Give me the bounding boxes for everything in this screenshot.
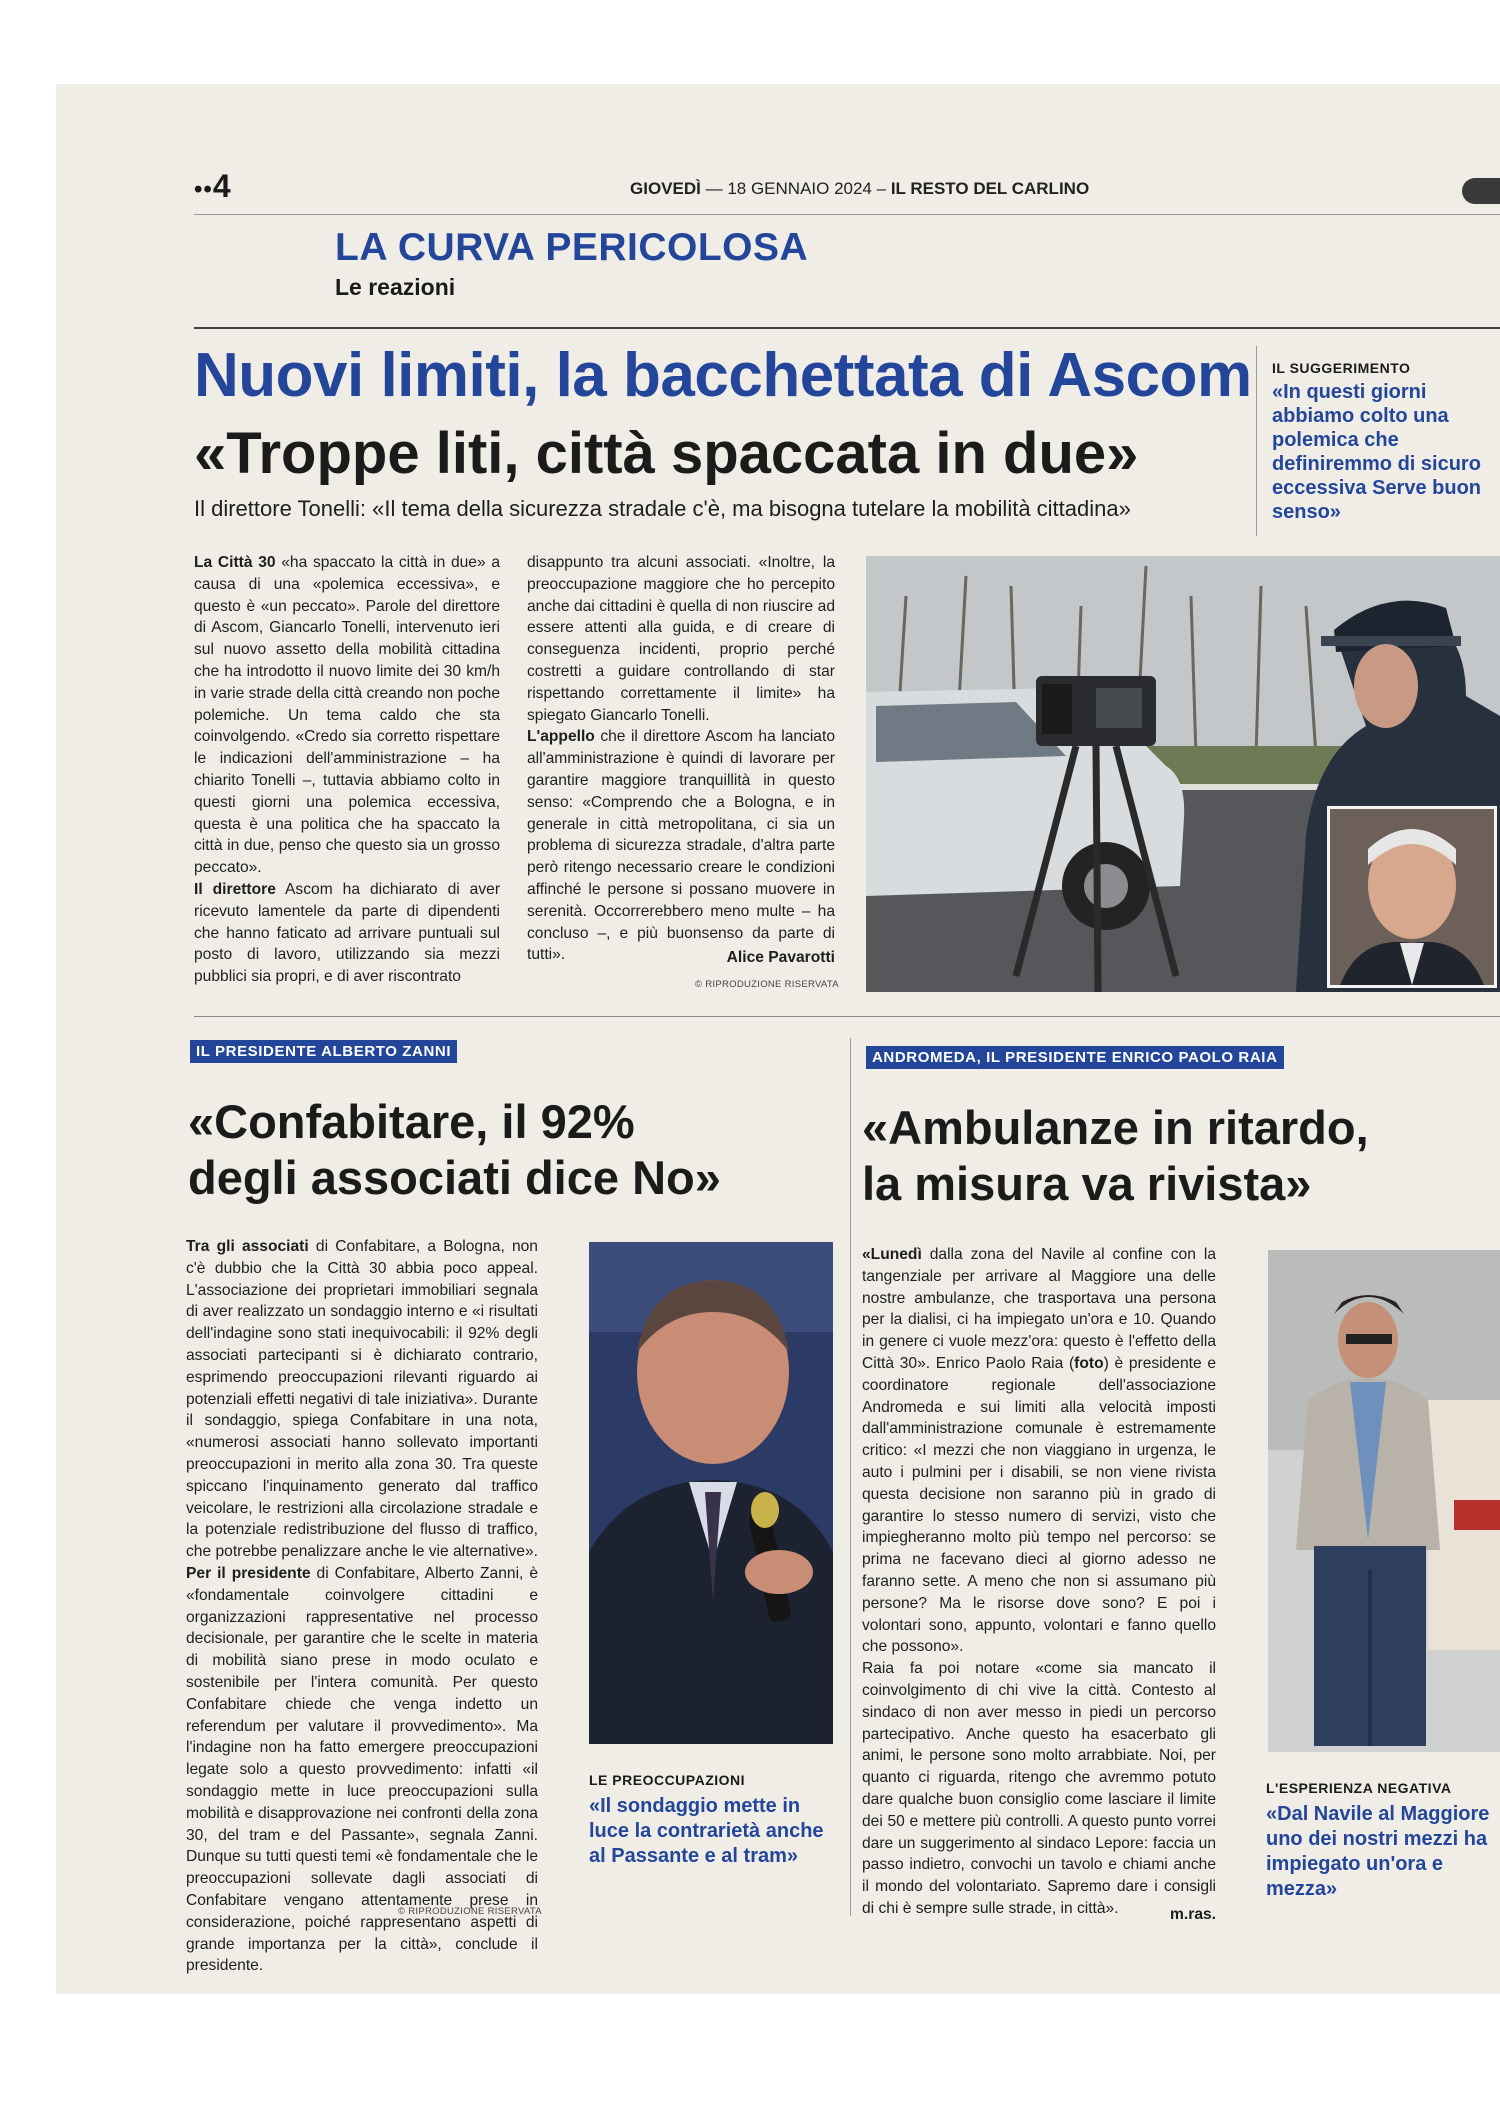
lead-author: Alice Pavarotti bbox=[726, 949, 835, 966]
left-paragraph: Tra gli associati di Confabitare, a Bologna, non c'è dubbio che la Città 30 abbia poco appeal. L'associazione dei proprietari immobiliari segnala di aver realizzato un sondaggio interno e «i risultati dell'indagine sono stati inequivocabili: il 92% degli associati partecipanti si è dichiarato contrario, esprimendo preoccupazioni rilevanti riguardo ai potenziali effetti negativi di tale iniziativa». Durante il sondaggio, spiega Confabitare in una nota, «numerosi associati hanno sollevato importanti preoccupazioni in merito alla zona 30. Tra queste spiccano l'inquinamento generato dal traffico veicolare, le restrizioni alla circolazione stradale e la potenziale redistribuzione del flusso di traffico, che potrebbe penalizzare anche le vie alternative». bbox=[186, 1238, 538, 1561]
photo-zanni bbox=[589, 1242, 833, 1744]
column-divider bbox=[850, 1038, 851, 1916]
left-caption-quote: «Il sondaggio mette in luce la contrarietà anche al Passante e al tram» bbox=[589, 1795, 824, 1867]
lead-paragraph: disappunto tra alcuni associati. «Inoltre, la preoccupazione maggiore che ho percepito anche dai cittadini è quella di non riuscire ad essere attenti alla guida, e di creare di conseguenza incidenti, proprio perché costretti a guidare controllando di star rispettando correttamente il limite» ha spiegato Giancarlo Tonelli. bbox=[527, 554, 835, 724]
page-number: ••4 bbox=[194, 168, 231, 204]
right-paragraph: Raia fa poi notare «come sia mancato il coinvolgimento di chi vive la città. Contesto al sindaco di non aver messo in piedi un percorso partecipativo. Anche questo ha esacerbato gli animi, le persone sono molto arrabbiate. Noi, per quanto ci riguarda, ritengo che avremmo potuto dare qualche buon consiglio come lasciare il limite dei 50 e mettere più controlli. A questo punto vorrei dare un suggerimento al sindaco Lepore: faccia un passo indietro, convochi un tavolo e chiami anche il mondo del volontariato. Sapremo dare i consigli di chi è sempre sulle strade, in città». bbox=[862, 1660, 1216, 1917]
left-article-rights: © RIPRODUZIONE RISERVATA bbox=[398, 1906, 542, 1917]
lead-headline-black: «Troppe liti, città spaccata in due» bbox=[194, 421, 1139, 486]
lead-headline-blue: Nuovi limiti, la bacchettata di Ascom bbox=[194, 341, 1252, 410]
right-article-headline: «Ambulanze in ritardo, la misura va rivista» bbox=[862, 1101, 1369, 1210]
masthead-newspaper: IL RESTO DEL CARLINO bbox=[890, 179, 1090, 198]
left-article-body bbox=[186, 1236, 538, 1977]
lower-divider bbox=[194, 1016, 1500, 1017]
header-divider bbox=[194, 214, 1500, 215]
lead-paragraph: Il direttore Ascom ha dichiarato di aver ricevuto lamentele da parte di dipendenti che hanno faticato ad arrivare puntuali sul posto di lavoro, utilizzando sia mezzi pubblici sia propri, e di aver riscontrato bbox=[194, 880, 501, 986]
right-caption-quote: «Dal Navile al Maggiore uno dei nostri mezzi ha impiegato un'ora e mezza» bbox=[1266, 1803, 1490, 1900]
portrait-tonelli bbox=[1327, 806, 1497, 988]
lead-paragraph: La Città 30 «ha spaccato la città in due» a causa di una «polemica eccessiva», e questo è «un peccato». Parole del direttore di Ascom, Giancarlo Tonelli, intervenuto ieri sul nuovo assetto della mobilità cittadina che ha introdotto il nuovo limite dei 30 km/h in varie strade della città creando non poche polemiche. Un tema caldo che sta coinvolgendo. «Credo sia corretto rispettare le indicazioni dell'amministrazione – ha chiarito Tonelli –, tuttavia abbiamo colto in questi giorni una polemica eccessiva, questa è una politica che ha spaccato la città in due, penso che questo sia un grosso peccato». bbox=[194, 554, 501, 877]
sidebar-kicker: IL SUGGERIMENTO bbox=[1272, 360, 1411, 376]
section-divider bbox=[194, 327, 1500, 329]
corner-logo-icon bbox=[1462, 178, 1500, 204]
masthead bbox=[630, 179, 1089, 199]
section-subtitle: Le reazioni bbox=[335, 274, 456, 300]
section-title: LA CURVA PERICOLOSA bbox=[335, 226, 809, 269]
right-article-tag: ANDROMEDA, IL PRESIDENTE ENRICO PAOLO RAIA bbox=[866, 1046, 1284, 1069]
masthead-date: — 18 GENNAIO 2024 – bbox=[705, 179, 887, 198]
lead-subheadline: Il direttore Tonelli: «Il tema della sicurezza stradale c'è, ma bisogna tutelare la mobilità cittadina» bbox=[194, 496, 1131, 521]
photo-raia bbox=[1268, 1250, 1500, 1752]
left-caption-kicker: LE PREOCCUPAZIONI bbox=[589, 1772, 746, 1788]
masthead-day: GIOVEDÌ bbox=[630, 179, 701, 198]
sidebar-divider bbox=[1256, 346, 1257, 536]
right-caption-kicker: L'ESPERIENZA NEGATIVA bbox=[1266, 1780, 1452, 1796]
right-paragraph: «Lunedì dalla zona del Navile al confine con la tangenziale per arrivare al Maggiore una delle nostre ambulanze, che trasportava una persona per la dialisi, ci ha impiegato un'ora e 10. Quando in genere ci vuole mezz'ora: questo è l'effetto della Città 30». Enrico Paolo Raia (foto) è presidente e coordinatore regionale dell'associazione Andromeda e sui limiti alla velocità imposti dall'amministrazione comunale è estremamente critico: «I mezzi che non viaggiano in urgenza, le auto i pulmini per i disabili, se non viene rivista questa decisione non saranno più in grado di garantire lo stesso numero di servizi, visto che impiegheranno molto più tempo nel percorso: se prima ne facevano dieci al giorno adesso ne faranno sette. A meno che non si assumano più persone? Ma le risorse dove sono? E poi i volontari sono, appunto, volontari e fanno quello che possono». bbox=[862, 1246, 1217, 1656]
right-article-signature: m.ras. bbox=[1170, 1906, 1216, 1923]
left-article-headline: «Confabitare, il 92% degli associati dice No» bbox=[188, 1095, 721, 1204]
lead-column-1 bbox=[194, 552, 500, 988]
lead-paragraph: L'appello che il direttore Ascom ha lanciato all'amministrazione è quindi di lavorare per garantire maggiore tranquillità in questo senso: «Comprendo che a Bologna, e in generale in città metropolitana, ci sia un problema di sicurezza stradale, d'altra parte però ritengo necessario creare le condizioni affinché le persone si possano muovere in serenità. Occorrerebbero meno multe – ha concluso –, e più buonsenso da parte di tutti». bbox=[527, 728, 835, 964]
sidebar-quote: «In questi giorni abbiamo colto una polemica che definiremmo di sicuro eccessiva Serve buon senso» bbox=[1272, 381, 1482, 523]
left-article-tag: IL PRESIDENTE ALBERTO ZANNI bbox=[190, 1040, 457, 1063]
left-paragraph: Per il presidente di Confabitare, Alberto Zanni, è «fondamentale coinvolgere cittadini e organizzazioni rappresentative nel processo decisionale, per garantire che le scelte in materia di mobilità siano prese in modo oculato e sostenibile per l'intera comunità. Per questo Confabitare chiede che venga indetto un referendum per valutare il provvedimento». Ma l'indagine non ha fatto emergere preoccupazioni legate solo a questo provvedimento: infatti «il sondaggio mette in luce preoccupazioni sulla mobilità e disapprovazione nei confronti della zona 30, del tram e del Passante», segnala Zanni. Dunque su tutti questi temi «è fondamentale che le preoccupazioni sollevate dagli associati di Confabitare vengano attentamente prese in considerazione, poiché rappresentano aspetti di grande importanza per la città», conclude il presidente. bbox=[186, 1564, 538, 1975]
right-article-body bbox=[862, 1244, 1216, 1920]
lead-column-2 bbox=[527, 552, 835, 966]
lead-rights: © RIPRODUZIONE RISERVATA bbox=[695, 979, 839, 990]
